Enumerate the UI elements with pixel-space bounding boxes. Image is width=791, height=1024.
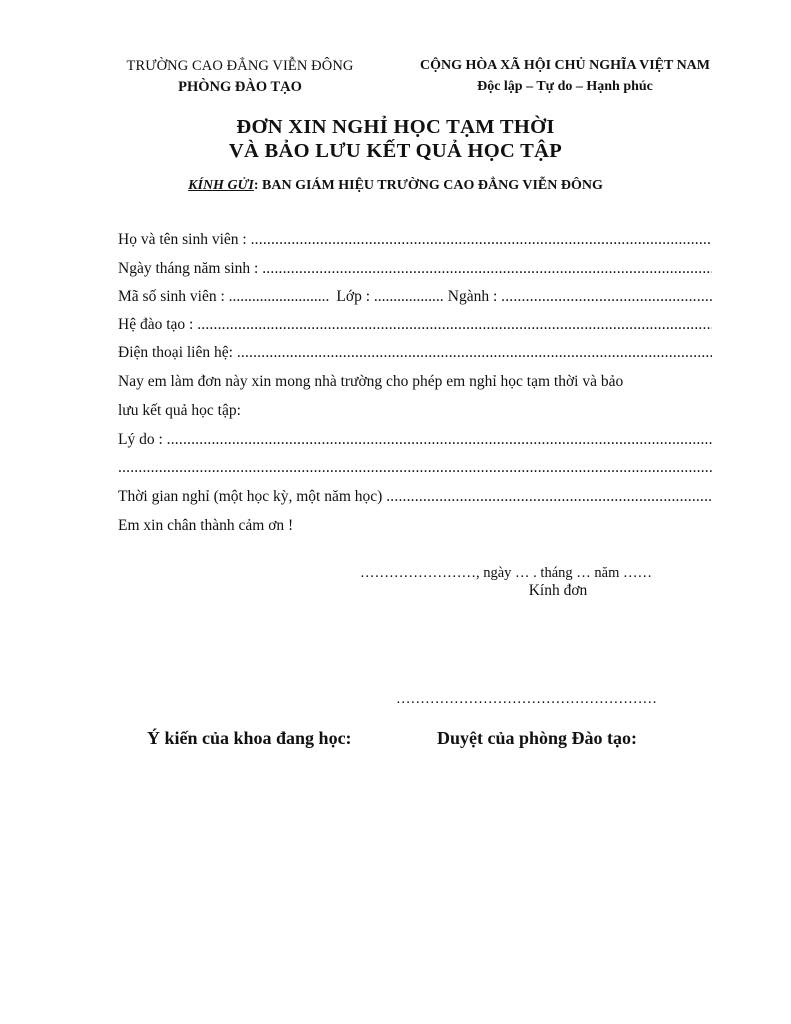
signature-title: Kính đơn <box>528 582 588 599</box>
signature-date-line: ……………………, ngày … . tháng … năm …… <box>360 565 652 581</box>
student-info-row[interactable] <box>118 288 712 306</box>
form-title-line1: ĐƠN XIN NGHỈ HỌC TẠM THỜI <box>236 116 555 138</box>
full-name-dots <box>251 231 712 249</box>
reason-continuation-dots <box>118 459 712 477</box>
recipient-line <box>0 178 791 194</box>
reason-field[interactable] <box>118 431 712 449</box>
full-name-field[interactable] <box>118 231 712 249</box>
thanks-text: Em xin chân thành cảm ơn ! <box>118 517 294 534</box>
phone-dots <box>237 344 712 362</box>
class-dots <box>374 288 444 306</box>
department-name: PHÒNG ĐÀO TẠO <box>178 79 302 95</box>
leave-period-field[interactable] <box>118 488 712 506</box>
reason-dots <box>167 431 712 449</box>
national-motto: Độc lập – Tự do – Hạnh phúc <box>477 79 653 94</box>
birth-date-dots <box>262 260 712 278</box>
phone-field[interactable] <box>118 344 712 362</box>
request-line1: Nay em làm đơn này xin mong nhà trường cho phép em nghỉ học tạm thời và bảo <box>118 373 624 390</box>
major-dots <box>501 288 712 306</box>
recipient-text: : BAN GIÁM HIỆU TRƯỜNG CAO ĐẲNG VIỄN ĐÔNG <box>253 178 603 193</box>
class-label: Lớp : <box>328 288 374 305</box>
form-title-line2: VÀ BẢO LƯU KẾT QUẢ HỌC TẬP <box>228 140 563 162</box>
national-title: CỘNG HÒA XÃ HỘI CHỦ NGHĨA VIỆT NAM <box>419 58 710 73</box>
phone-label: Điện thoại liên hệ: <box>118 344 237 361</box>
leave-period-dots <box>386 488 712 506</box>
training-system-label: Hệ đào tạo : <box>118 316 198 333</box>
reason-label: Lý do : <box>118 431 167 448</box>
student-id-label: Mã số sinh viên : <box>118 288 229 305</box>
full-name-label: Họ và tên sinh viên : <box>118 231 251 248</box>
reason-continuation-field[interactable] <box>118 459 712 477</box>
training-system-field[interactable] <box>118 316 712 334</box>
major-label: Ngành : <box>443 288 502 305</box>
office-approval-heading: Duyệt của phòng Đào tạo: <box>437 728 638 748</box>
school-name: TRƯỜNG CAO ĐẲNG VIỄN ĐÔNG <box>126 58 354 74</box>
student-id-dots <box>229 288 329 306</box>
leave-period-label: Thời gian nghỉ (một học kỳ, một năm học) <box>118 488 387 505</box>
request-line2: lưu kết quả học tập: <box>118 402 241 419</box>
recipient-prefix: KÍNH GỬI <box>188 178 254 193</box>
birth-date-field[interactable] <box>118 260 712 278</box>
birth-date-label: Ngày tháng năm sinh : <box>118 260 263 277</box>
signature-line[interactable]: ……………………………………………… <box>396 691 657 707</box>
faculty-opinion-heading: Ý kiến của khoa đang học: <box>147 728 352 748</box>
training-system-dots <box>197 316 712 334</box>
